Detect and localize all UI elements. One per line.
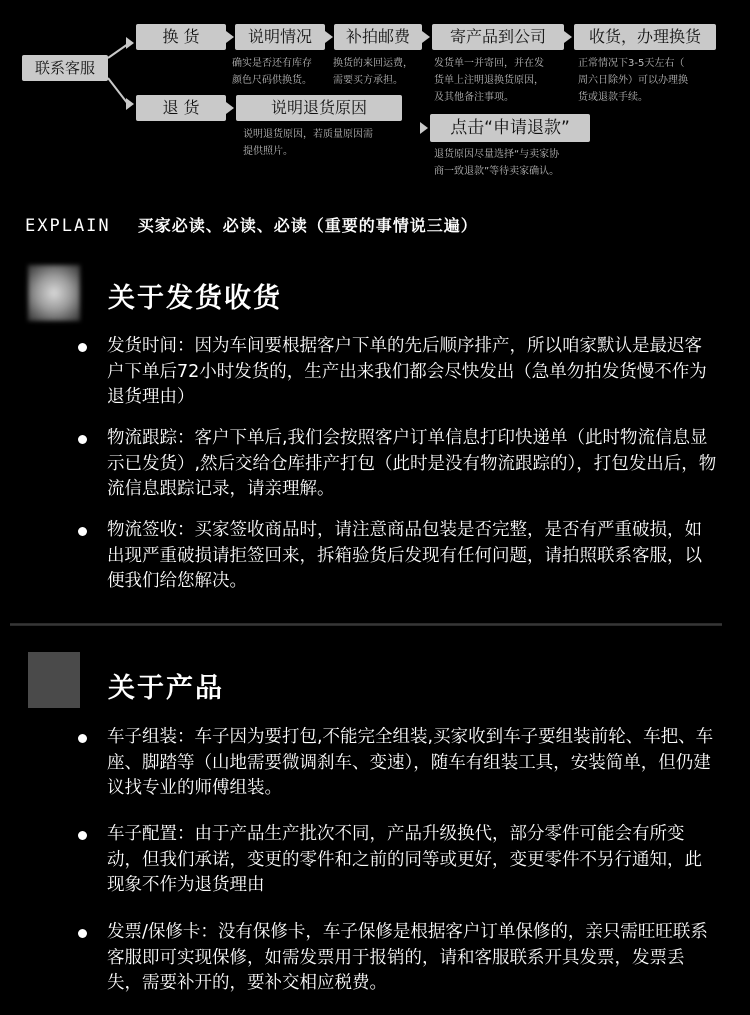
product-item-invoice-warranty: 发票/保修卡：没有保修卡，车子保修是根据客户订单保修的，亲只需旺旺联系客服即可实现保修，如需发票用于报销的，请和客服联系开具发票，发票丢失，需要补开的，要补交相应税费。 [107, 922, 708, 993]
arrow-exchange-3 [422, 31, 430, 43]
exchange-step-explain: 说明情况 [235, 24, 325, 50]
section-title-shipping: 关于发货收货 [108, 283, 282, 314]
explain-heading: 买家必读、必读、必读（重要的事情说三遍） [137, 216, 478, 235]
bullet-icon [78, 929, 87, 938]
exchange-note-2: 换货的来回运费， 需要买方承担。 [333, 58, 413, 86]
exchange-note-3: 发货单一并寄回，并在发 货单上注明退换货原因， 及其他备注事项。 [434, 58, 544, 103]
return-box: 退 货 [136, 95, 226, 121]
shipping-item-signing: 物流签收：买家签收商品时，请注意商品包装是否完整，是否有严重破损，如出现严重破损请拒签回来，拆箱验货后发现有任何问题，请拍照联系客服，以便我们给您解决。 [107, 520, 702, 591]
after-sales-flowchart [0, 0, 750, 205]
exchange-note-1: 确实是否还有库存 颜色尺码供换货。 [232, 58, 312, 86]
arrow-exchange-1 [226, 31, 234, 43]
exchange-step-receive: 收货，办理换货 [574, 24, 716, 50]
product-section-icon [28, 652, 80, 708]
bullet-icon [78, 343, 87, 352]
section-title-product: 关于产品 [108, 673, 224, 704]
return-step-reason: 说明退货原因 [236, 95, 402, 121]
product-item-configuration: 车子配置：由于产品生产批次不同，产品升级换代，部分零件可能会有所变动，但我们承诺，变更的零件和之前的同等或更好，变更零件不另行通知，此现象不作为退货理由 [107, 824, 702, 895]
section-divider [10, 623, 722, 626]
arrow-to-return [126, 98, 134, 110]
product-item-assembly: 车子组装：车子因为要打包,不能完全组装,买家收到车子要组装前轮、车把、车座、脚踏等（山地需要微调刹车、变速），随车有组装工具，安装简单，但仍建议找专业的师傅组装。 [107, 727, 714, 798]
bullet-icon [78, 435, 87, 444]
exchange-box: 换 货 [136, 24, 226, 50]
bullet-icon [78, 734, 87, 743]
shipping-item-time: 发货时间：因为车间要根据客户下单的先后顺序排产，所以咱家默认是最迟客户下单后72小时发货的，生产出来我们都会尽快发出（急单勿拍发货慢不作为退货理由） [107, 336, 707, 407]
explain-label: EXPLAIN [25, 216, 111, 236]
return-step-apply-refund: 点击“申请退款” [430, 114, 590, 142]
bullet-icon [78, 527, 87, 536]
shipping-item-tracking: 物流跟踪：客户下单后,我们会按照客户订单信息打印快递单（此时物流信息显示已发货）,然后交给仓库排产打包（此时是没有物流跟踪的），打包发出后，物流信息跟踪记录，请亲理解。 [107, 428, 717, 499]
arrow-exchange-4 [564, 31, 572, 43]
shipping-section-icon [28, 265, 80, 321]
return-note-2: 退货原因尽量选择“与卖家协 商一致退款”等待卖家确认。 [434, 149, 560, 177]
return-note-1: 说明退货原因，若质量原因需 提供照片。 [243, 129, 373, 157]
exchange-step-send: 寄产品到公司 [432, 24, 564, 50]
arrow-return-1 [226, 102, 234, 114]
arrow-return-2 [420, 122, 428, 134]
exchange-note-4: 正常情况下3-5天左右（ 周六日除外）可以办理换 货或退款手续。 [578, 58, 688, 103]
explain-banner [25, 213, 725, 241]
contact-service-box: 联系客服 [22, 55, 108, 81]
arrow-exchange-2 [325, 31, 333, 43]
exchange-step-postage: 补拍邮费 [334, 24, 422, 50]
arrow-to-exchange [126, 37, 134, 49]
bullet-icon [78, 831, 87, 840]
